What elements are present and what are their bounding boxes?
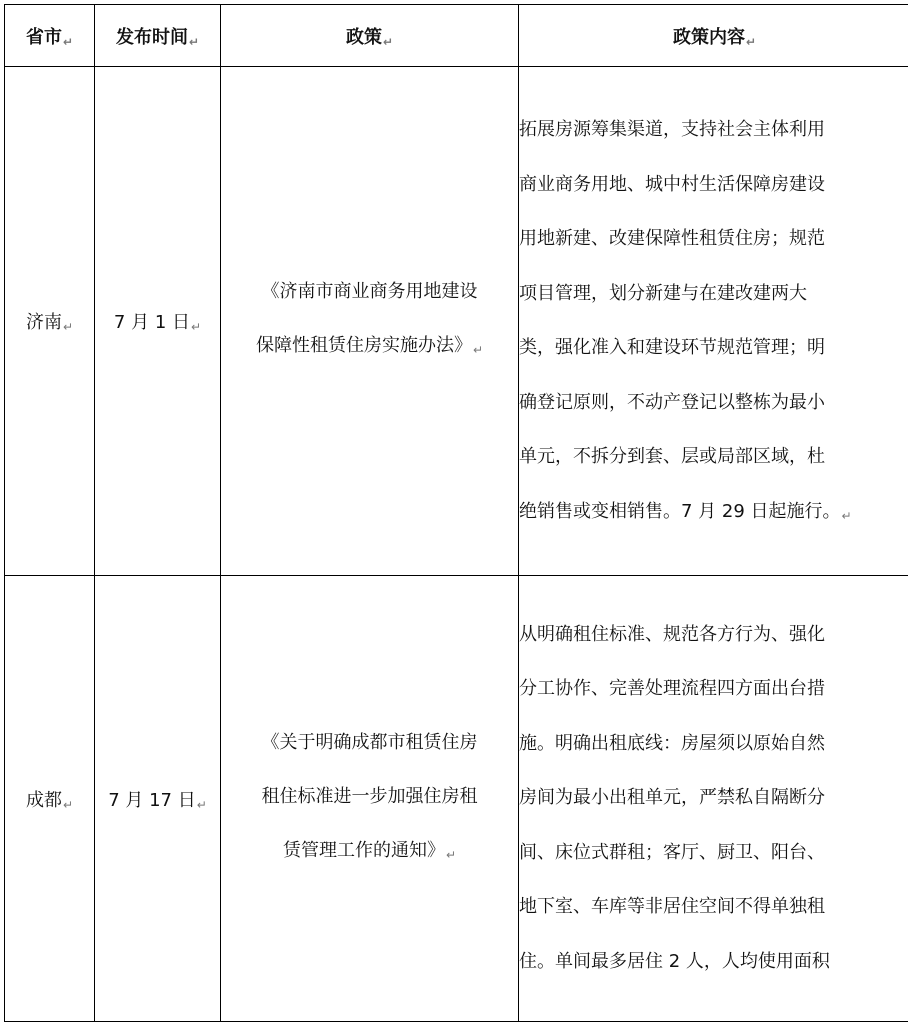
province-cell: 成都↵ [5, 576, 95, 1022]
header-date: 发布时间↵ [95, 5, 221, 67]
content-line: 用地新建、改建保障性租赁住房；规范 [519, 228, 825, 249]
content-line: 分工协作、完善处理流程四方面出台措 [519, 678, 825, 700]
return-mark-icon: ↵ [191, 320, 202, 334]
content-cell [519, 576, 908, 1022]
return-mark-icon: ↵ [196, 797, 207, 812]
content-line: 拓展房源筹集渠道，支持社会主体利用 [519, 119, 825, 140]
content-line: 项目管理，划分新建与在建改建两大 [519, 282, 807, 304]
content-line: 地下室、车库等非居住空间不得单独租 [519, 896, 825, 918]
content-line: 单元，不拆分到套、层或局部区域，杜 [519, 446, 825, 467]
policy-table [4, 4, 908, 1022]
content-line: 住。单间最多居住 2 人，人均使用面积 [519, 950, 830, 972]
return-mark-icon: ↵ [382, 34, 394, 49]
return-mark-icon: ↵ [472, 343, 484, 357]
policy-line: 《关于明确成都市租赁住房 [261, 731, 478, 753]
content-line: 类，强化准入和建设环节规范管理；明 [519, 337, 825, 358]
table-row [5, 576, 908, 1022]
return-mark-icon: ↵ [841, 508, 852, 523]
policy-line: 赁管理工作的通知》↵ [282, 839, 457, 862]
header-policy: 政策↵ [221, 5, 519, 67]
return-mark-icon: ↵ [188, 34, 200, 49]
policy-line: 保障性租赁住房实施办法》↵ [255, 335, 484, 357]
policy-line: 租住标准进一步加强住房租 [261, 785, 478, 807]
return-mark-icon: ↵ [445, 847, 457, 862]
content-line: 房间为最小出租单元，严禁私自隔断分 [519, 787, 825, 809]
policy-cell [221, 67, 519, 576]
header-row [5, 5, 908, 67]
content-line: 绝销售或变相销售。7 月 29 日起施行。↵ [519, 500, 852, 523]
return-mark-icon: ↵ [62, 34, 74, 49]
content-line: 施。明确出租底线：房屋须以原始自然 [519, 732, 825, 754]
content-line: 商业商务用地、城中村生活保障房建设 [519, 173, 825, 195]
policy-line: 《济南市商业商务用地建设 [261, 281, 478, 302]
content-line: 间、床位式群租；客厅、厨卫、阳台、 [519, 841, 825, 863]
content-cell [519, 67, 908, 576]
header-province: 省市↵ [5, 5, 95, 67]
content-line: 确登记原则，不动产登记以整栋为最小 [519, 391, 825, 413]
date-cell: 7 月 17 日↵ [95, 576, 221, 1022]
content-line: 从明确租住标准、规范各方行为、强化 [519, 623, 825, 645]
table-row [5, 67, 908, 576]
header-content: 政策内容↵ [519, 5, 908, 67]
province-cell: 济南↵ [5, 67, 95, 576]
return-mark-icon: ↵ [62, 320, 74, 334]
policy-cell [221, 576, 519, 1022]
date-cell: 7 月 1 日↵ [95, 67, 221, 576]
return-mark-icon: ↵ [745, 34, 757, 49]
return-mark-icon: ↵ [62, 797, 74, 812]
